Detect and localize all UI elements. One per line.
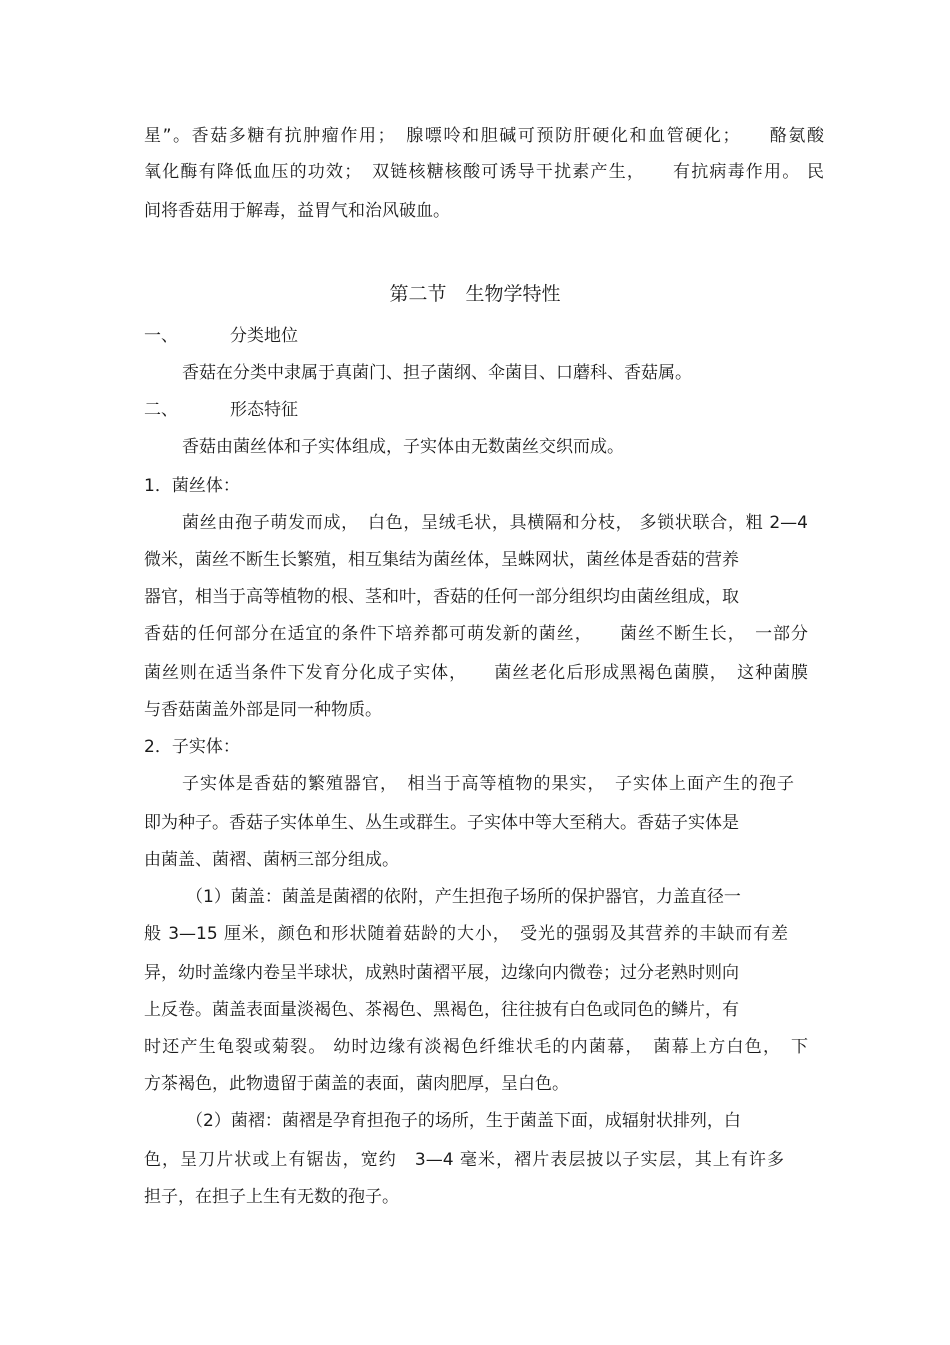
intro-line-2: 氧化酶有降低血压的功效； 双链核糖核酸可诱导干扰素产生， 有抗病毒作用。 民 bbox=[144, 162, 824, 182]
gill-line-3: 担子，在担子上生有无数的孢子。 bbox=[144, 1187, 399, 1207]
subsection-2-text: 香菇由菌丝体和子实体组成，子实体由无数菌丝交织而成。 bbox=[182, 437, 624, 457]
item-1-line-2: 微米，菌丝不断生长繁殖，相互集结为菌丝体，呈蛛网状，菌丝体是香菇的营养 bbox=[144, 550, 739, 570]
cap-line-1: （1）菌盖：菌盖是菌褶的依附，产生担孢子场所的保护器官，力盖直径一 bbox=[186, 887, 741, 907]
item-1-line-1: 菌丝由孢子萌发而成， 白色，呈绒毛状，具横隔和分枝， 多锁状联合，粗 2—4 bbox=[182, 513, 808, 533]
item-1-line-6: 与香菇菌盖外部是同一种物质。 bbox=[144, 700, 382, 720]
cap-line-2: 般 3—15 厘米，颜色和形状随着菇龄的大小， 受光的强弱及其营养的丰缺而有差 bbox=[144, 924, 788, 944]
subsection-1-heading bbox=[144, 324, 824, 348]
cap-line-3: 异，幼时盖缘内卷呈半球状，成熟时菌褶平展，边缘向内微卷；过分老熟时则向 bbox=[144, 963, 739, 983]
item-1-line-4: 香菇的任何部分在适宜的条件下培养都可萌发新的菌丝， 菌丝不断生长， 一部分 bbox=[144, 624, 808, 644]
gill-line-2: 色，呈刀片状或上有锯齿，宽约 3—4 毫米，褶片表层披以子实层，其上有许多 bbox=[144, 1150, 784, 1170]
gill-line-1: （2）菌褶：菌褶是孕育担孢子的场所，生于菌盖下面，成辐射状排列，白 bbox=[186, 1111, 741, 1131]
item-2-line-1: 子实体是香菇的繁殖器官， 相当于高等植物的果实， 子实体上面产生的孢子 bbox=[182, 774, 794, 794]
intro-line-1: 星”。香菇多糖有抗肿瘤作用； 腺嘌呤和胆碱可预防肝硬化和血管硬化； 酪氨酸 bbox=[144, 126, 824, 146]
subsection-1-text: 香菇在分类中隶属于真菌门、担子菌纲、伞菌目、口蘑科、香菇属。 bbox=[182, 363, 692, 383]
cap-line-5: 时还产生龟裂或菊裂。 幼时边缘有淡褐色纤维状毛的内菌幕， 菌幕上方白色， 下 bbox=[144, 1037, 808, 1057]
intro-line-3: 间将香菇用于解毒，益胃气和治风破血。 bbox=[144, 201, 450, 221]
item-1-line-5: 菌丝则在适当条件下发育分化成子实体， 菌丝老化后形成黑褐色菌膜， 这种菌膜 bbox=[144, 663, 808, 683]
subsection-1-number: 一、 bbox=[144, 326, 178, 346]
item-1-title: 1．菌丝体： bbox=[144, 476, 240, 496]
item-2-line-3: 由菌盖、菌褶、菌柄三部分组成。 bbox=[144, 850, 399, 870]
item-2-title: 2．子实体： bbox=[144, 737, 240, 757]
subsection-2-heading bbox=[144, 398, 824, 422]
subsection-1-title: 分类地位 bbox=[230, 326, 298, 346]
cap-line-4: 上反卷。菌盖表面量淡褐色、茶褐色、黑褐色，往往披有白色或同色的鳞片，有 bbox=[144, 1000, 739, 1020]
subsection-2-title: 形态特征 bbox=[230, 400, 298, 420]
section-title: 第二节 生物学特性 bbox=[389, 283, 561, 305]
cap-line-6: 方茶褐色，此物遗留于菌盖的表面，菌肉肥厚，呈白色。 bbox=[144, 1074, 569, 1094]
item-1-line-3: 器官，相当于高等植物的根、茎和叶，香菇的任何一部分组织均由菌丝组成，取 bbox=[144, 587, 739, 607]
item-2-line-2: 即为种子。香菇子实体单生、丛生或群生。子实体中等大至稍大。香菇子实体是 bbox=[144, 813, 739, 833]
subsection-2-number: 二、 bbox=[144, 400, 178, 420]
